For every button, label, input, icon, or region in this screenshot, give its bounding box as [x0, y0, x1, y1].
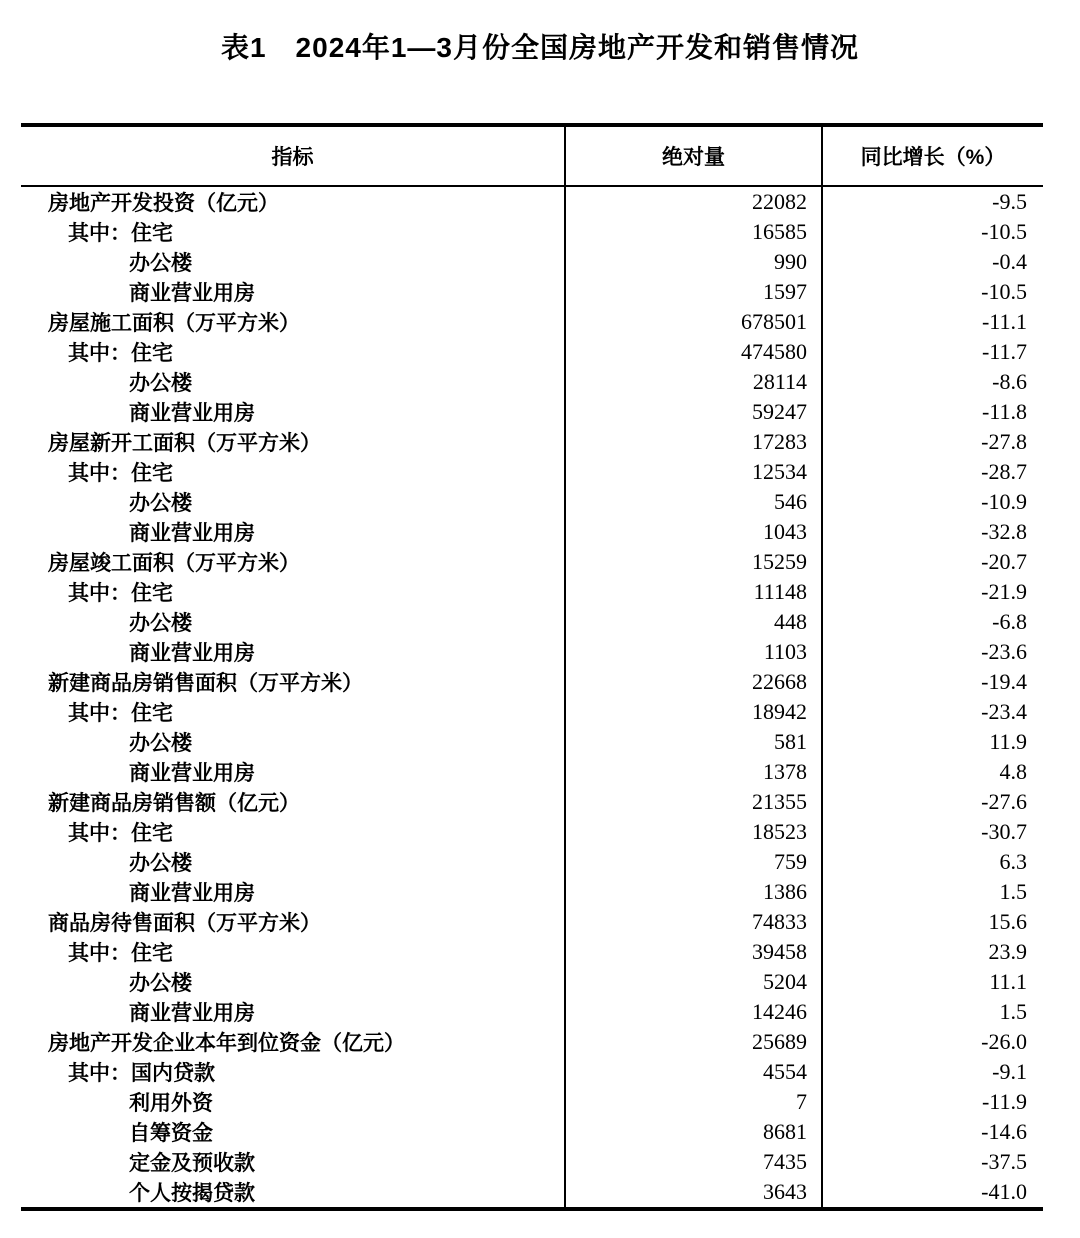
indicator-cell: 办公楼: [129, 252, 192, 275]
indicator-cell: 商业营业用房: [129, 402, 255, 425]
table-row: [21, 1117, 1043, 1147]
yoy-growth-cell: -11.8: [822, 397, 1043, 427]
absolute-value-cell: 678501: [565, 307, 822, 337]
yoy-growth-cell: -11.7: [822, 337, 1043, 367]
absolute-value-cell: 17283: [565, 427, 822, 457]
absolute-value-cell: 16585: [565, 217, 822, 247]
indicator-cell: 办公楼: [129, 852, 192, 875]
indicator-cell: 新建商品房销售面积（万平方米）: [48, 672, 363, 695]
table-row: [21, 937, 1043, 967]
indicator-cell: 房屋竣工面积（万平方米）: [48, 552, 300, 575]
table-row: [21, 757, 1043, 787]
indicator-cell: 其中：住宅: [68, 822, 173, 845]
absolute-value-cell: 7: [565, 1087, 822, 1117]
table-row: [21, 787, 1043, 817]
absolute-value-cell: 22082: [565, 186, 822, 217]
absolute-value-cell: 5204: [565, 967, 822, 997]
yoy-growth-cell: -10.5: [822, 217, 1043, 247]
yoy-growth-cell: 15.6: [822, 907, 1043, 937]
table-row: [21, 277, 1043, 307]
indicator-cell: 办公楼: [129, 492, 192, 515]
yoy-growth-cell: -30.7: [822, 817, 1043, 847]
indicator-cell: 房地产开发企业本年到位资金（亿元）: [48, 1032, 405, 1055]
table-row: [21, 607, 1043, 637]
table-row: [21, 697, 1043, 727]
absolute-value-cell: 11148: [565, 577, 822, 607]
absolute-value-cell: 759: [565, 847, 822, 877]
yoy-growth-cell: 23.9: [822, 937, 1043, 967]
indicator-cell: 商业营业用房: [129, 642, 255, 665]
table-row: [21, 1087, 1043, 1117]
indicator-cell: 商业营业用房: [129, 762, 255, 785]
absolute-value-cell: 18942: [565, 697, 822, 727]
indicator-cell: 其中：住宅: [68, 582, 173, 605]
absolute-value-cell: 18523: [565, 817, 822, 847]
absolute-value-cell: 21355: [565, 787, 822, 817]
indicator-cell: 房屋新开工面积（万平方米）: [48, 432, 321, 455]
absolute-value-cell: 59247: [565, 397, 822, 427]
indicator-cell: 其中：住宅: [68, 222, 173, 245]
indicator-cell: 其中：住宅: [68, 942, 173, 965]
absolute-value-cell: 1378: [565, 757, 822, 787]
table-row: [21, 247, 1043, 277]
table-row: [21, 1147, 1043, 1177]
indicator-cell: 办公楼: [129, 732, 192, 755]
table-row: [21, 217, 1043, 247]
table-row: [21, 367, 1043, 397]
absolute-value-cell: 1103: [565, 637, 822, 667]
yoy-growth-cell: -21.9: [822, 577, 1043, 607]
absolute-value-cell: 74833: [565, 907, 822, 937]
absolute-value-cell: 4554: [565, 1057, 822, 1087]
indicator-cell: 其中：国内贷款: [68, 1062, 215, 1085]
yoy-growth-cell: -23.6: [822, 637, 1043, 667]
table-row: [21, 397, 1043, 427]
yoy-growth-cell: -28.7: [822, 457, 1043, 487]
yoy-growth-cell: -19.4: [822, 667, 1043, 697]
table-row: [21, 847, 1043, 877]
yoy-growth-cell: 6.3: [822, 847, 1043, 877]
indicator-cell: 商业营业用房: [129, 1002, 255, 1025]
indicator-cell: 个人按揭贷款: [129, 1182, 255, 1205]
table-row: [21, 877, 1043, 907]
yoy-growth-cell: 11.1: [822, 967, 1043, 997]
page-title: 表1 2024年1—3月份全国房地产开发和销售情况: [220, 32, 859, 63]
indicator-cell: 定金及预收款: [129, 1152, 255, 1175]
absolute-value-cell: 14246: [565, 997, 822, 1027]
col-header-yoy-growth: 同比增长（%）: [822, 125, 1043, 186]
absolute-value-cell: 15259: [565, 547, 822, 577]
table-row: [21, 727, 1043, 757]
absolute-value-cell: 448: [565, 607, 822, 637]
col-header-absolute-value: 绝对量: [565, 125, 822, 186]
absolute-value-cell: 22668: [565, 667, 822, 697]
absolute-value-cell: 474580: [565, 337, 822, 367]
indicator-cell: 办公楼: [129, 972, 192, 995]
absolute-value-cell: 1386: [565, 877, 822, 907]
table-row: [21, 337, 1043, 367]
absolute-value-cell: 1597: [565, 277, 822, 307]
table-row: [21, 997, 1043, 1027]
table-row: [21, 427, 1043, 457]
yoy-growth-cell: -8.6: [822, 367, 1043, 397]
absolute-value-cell: 1043: [565, 517, 822, 547]
indicator-cell: 房屋施工面积（万平方米）: [48, 312, 300, 335]
yoy-growth-cell: -6.8: [822, 607, 1043, 637]
table-row: [21, 1177, 1043, 1209]
table-row: [21, 547, 1043, 577]
table-row: [21, 967, 1043, 997]
absolute-value-cell: 581: [565, 727, 822, 757]
yoy-growth-cell: -20.7: [822, 547, 1043, 577]
absolute-value-cell: 990: [565, 247, 822, 277]
table-row: [21, 637, 1043, 667]
yoy-growth-cell: -41.0: [822, 1177, 1043, 1209]
indicator-cell: 商业营业用房: [129, 282, 255, 305]
indicator-cell: 自筹资金: [129, 1122, 213, 1145]
indicator-cell: 商品房待售面积（万平方米）: [48, 912, 321, 935]
yoy-growth-cell: -26.0: [822, 1027, 1043, 1057]
yoy-growth-cell: -11.1: [822, 307, 1043, 337]
yoy-growth-cell: 1.5: [822, 997, 1043, 1027]
table-row: [21, 577, 1043, 607]
indicator-cell: 商业营业用房: [129, 882, 255, 905]
table-row: [21, 1027, 1043, 1057]
table-row: [21, 667, 1043, 697]
yoy-growth-cell: -27.6: [822, 787, 1043, 817]
yoy-growth-cell: 11.9: [822, 727, 1043, 757]
yoy-growth-cell: -10.5: [822, 277, 1043, 307]
table-row: [21, 457, 1043, 487]
indicator-cell: 新建商品房销售额（亿元）: [48, 792, 300, 815]
absolute-value-cell: 12534: [565, 457, 822, 487]
table-row: [21, 186, 1043, 217]
yoy-growth-cell: -10.9: [822, 487, 1043, 517]
col-header-indicator: 指标: [21, 125, 565, 186]
yoy-growth-cell: 1.5: [822, 877, 1043, 907]
yoy-growth-cell: 4.8: [822, 757, 1043, 787]
indicator-cell: 其中：住宅: [68, 342, 173, 365]
absolute-value-cell: 25689: [565, 1027, 822, 1057]
yoy-growth-cell: -0.4: [822, 247, 1043, 277]
indicator-cell: 其中：住宅: [68, 462, 173, 485]
absolute-value-cell: 546: [565, 487, 822, 517]
yoy-growth-cell: -32.8: [822, 517, 1043, 547]
indicator-cell: 办公楼: [129, 372, 192, 395]
yoy-growth-cell: -37.5: [822, 1147, 1043, 1177]
table-row: [21, 487, 1043, 517]
table-row: [21, 817, 1043, 847]
indicator-cell: 办公楼: [129, 612, 192, 635]
table-row: [21, 307, 1043, 337]
yoy-growth-cell: -9.5: [822, 186, 1043, 217]
yoy-growth-cell: -14.6: [822, 1117, 1043, 1147]
absolute-value-cell: 7435: [565, 1147, 822, 1177]
absolute-value-cell: 3643: [565, 1177, 822, 1209]
absolute-value-cell: 28114: [565, 367, 822, 397]
indicator-cell: 其中：住宅: [68, 702, 173, 725]
indicator-cell: 利用外资: [129, 1092, 213, 1115]
table-row: [21, 517, 1043, 547]
indicator-cell: 房地产开发投资（亿元）: [48, 192, 279, 215]
yoy-growth-cell: -9.1: [822, 1057, 1043, 1087]
real-estate-stats-table: [21, 123, 1043, 1211]
yoy-growth-cell: -11.9: [822, 1087, 1043, 1117]
yoy-growth-cell: -23.4: [822, 697, 1043, 727]
table-row: [21, 1057, 1043, 1087]
header-row: [21, 125, 1043, 186]
yoy-growth-cell: -27.8: [822, 427, 1043, 457]
table-row: [21, 907, 1043, 937]
absolute-value-cell: 39458: [565, 937, 822, 967]
indicator-cell: 商业营业用房: [129, 522, 255, 545]
absolute-value-cell: 8681: [565, 1117, 822, 1147]
